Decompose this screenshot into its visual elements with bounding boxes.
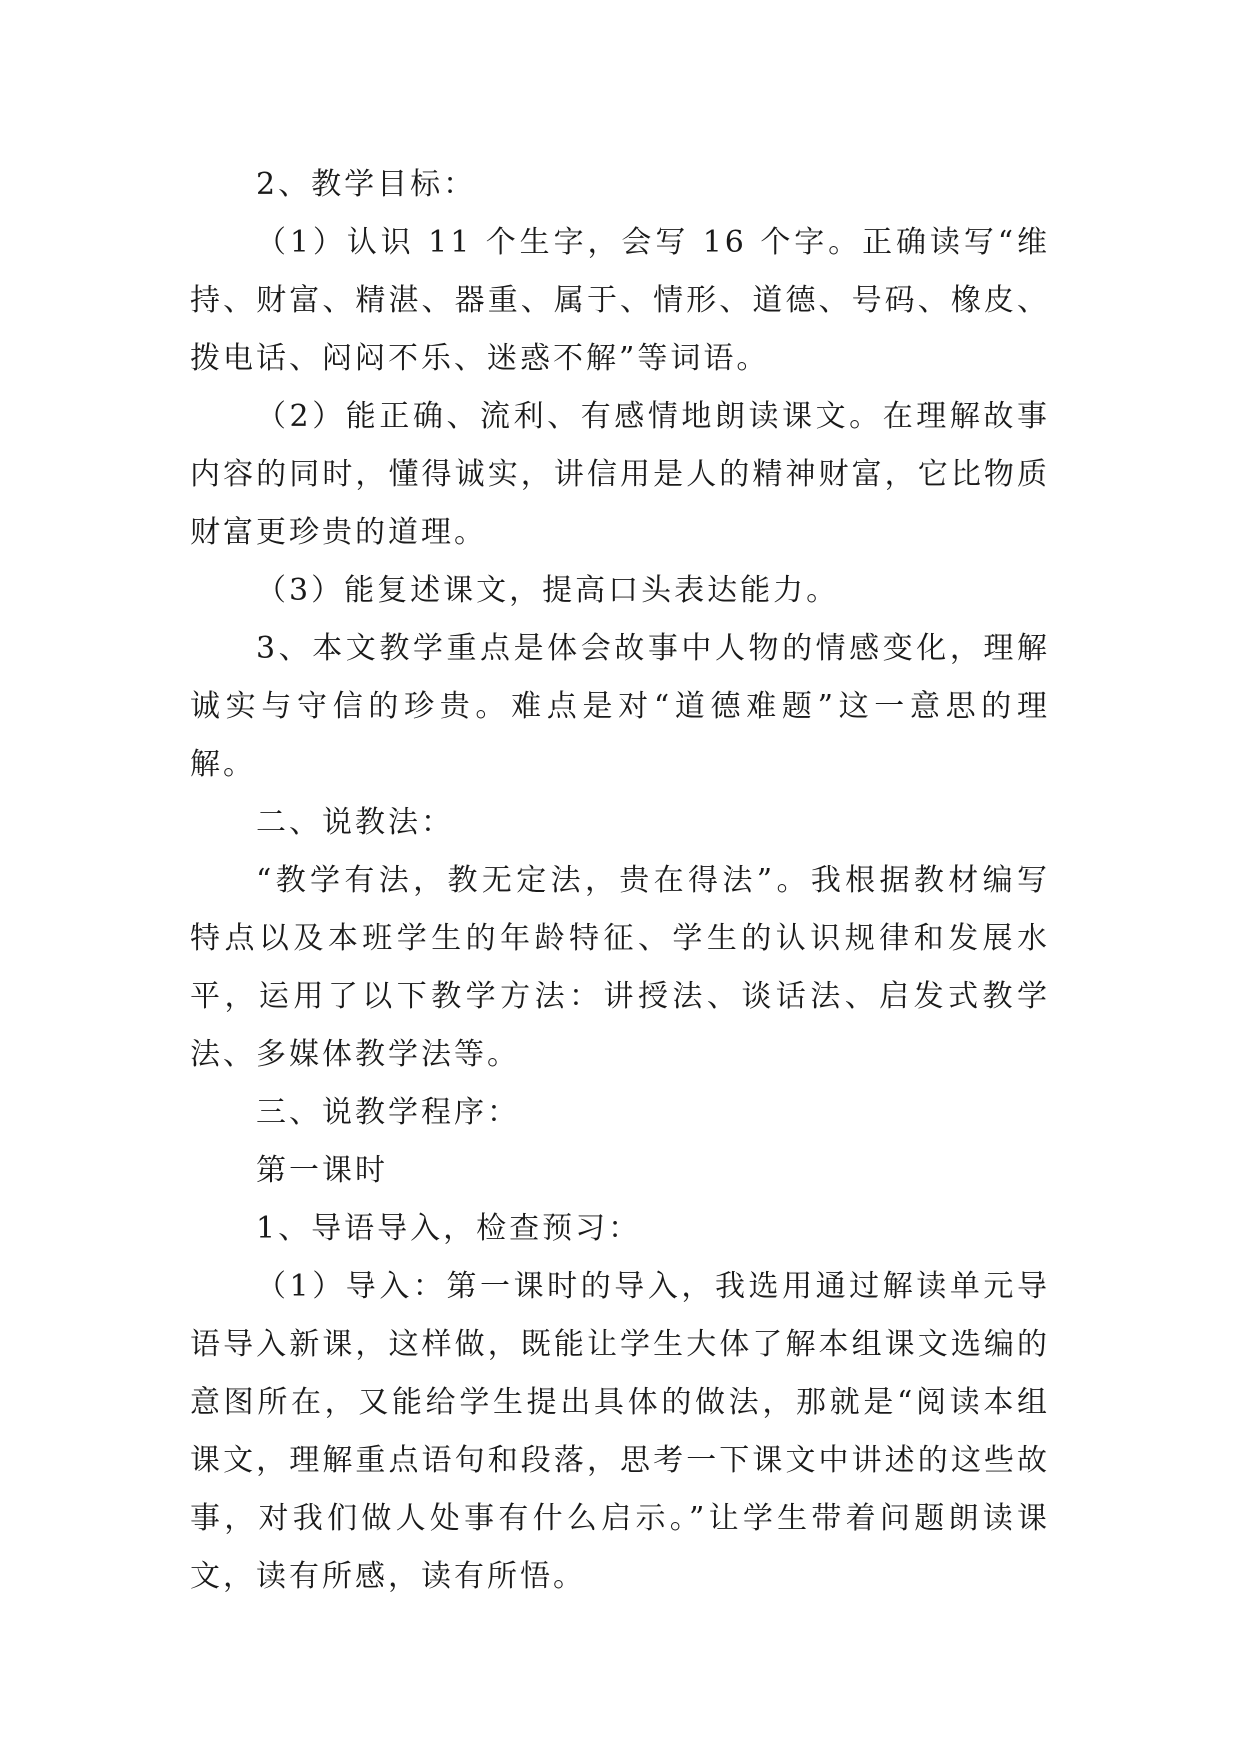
document-page: [190, 156, 1050, 1606]
introduction-paragraph: （1）导入：第一课时的导入，我选用通过解读单元导语导入新课，这样做，既能让学生大体了解本组课文选编的意图所在，又能给学生提出具体的做法，那就是“阅读本组课文，理解重点语句和段落，思考一下课文中讲述的这些故事，对我们做人处事有什么启示。”让学生带着问题朗读课文，读有所感，读有所悟。: [190, 1269, 1050, 1594]
teaching-method-paragraph: “教学有法，教无定法，贵在得法”。我根据教材编写特点以及本班学生的年龄特征、学生的认识规律和发展水平，运用了以下教学方法：讲授法、谈话法、启发式教学法、多媒体教学法等。: [190, 863, 1050, 1072]
teaching-method-heading: 二、说教法：: [256, 805, 454, 840]
introduction-heading: 1、导语导入，检查预习：: [256, 1211, 642, 1246]
goal-1-paragraph: （1）认识 11 个生字，会写 16 个字。正确读写“维持、财富、精湛、器重、属于、情形、道德、号码、橡皮、拨电话、闷闷不乐、迷惑不解”等词语。: [190, 225, 1050, 376]
first-lesson-heading: 第一课时: [256, 1153, 388, 1188]
section-teaching-goals-heading: 2、教学目标：: [256, 167, 477, 202]
goal-3-paragraph: （3）能复述课文，提高口头表达能力。: [256, 573, 840, 608]
teaching-procedure-heading: 三、说教学程序：: [256, 1095, 520, 1130]
goal-2-paragraph: （2）能正确、流利、有感情地朗读课文。在理解故事内容的同时，懂得诚实，讲信用是人的精神财富，它比物质财富更珍贵的道理。: [190, 399, 1050, 550]
key-points-paragraph: 3、本文教学重点是体会故事中人物的情感变化，理解诚实与守信的珍贵。难点是对“道德难题”这一意思的理解。: [190, 631, 1050, 782]
